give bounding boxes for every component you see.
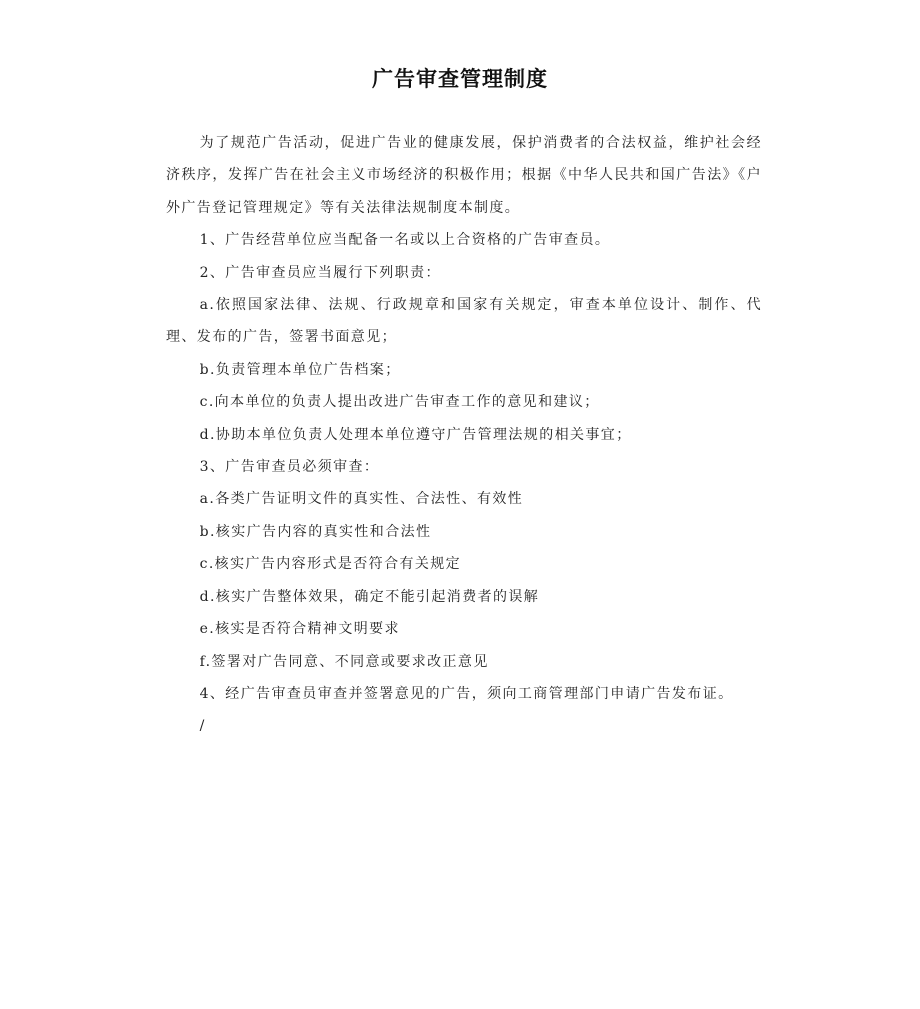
clause-2-c: c.向本单位的负责人提出改进广告审查工作的意见和建议； bbox=[199, 394, 600, 411]
clause-3-b: b.核实广告内容的真实性和合法性 bbox=[199, 523, 432, 540]
clause-3-c: c.核实广告内容形式是否符合有关规定 bbox=[199, 556, 462, 573]
clause-2-a: a.依照国家法律、法规、行政规章和国家有关规定，审查本单位设计、制作、代理、发布的广告，签署书面意见； bbox=[166, 297, 762, 346]
clause-3-f: f.签署对广告同意、不同意或要求改正意见 bbox=[199, 653, 489, 670]
clause-3-e: e.核实是否符合精神文明要求 bbox=[199, 621, 400, 638]
document-body bbox=[166, 127, 762, 743]
clause-1: 1、广告经营单位应当配备一名或以上合资格的广告审查员。 bbox=[199, 232, 611, 249]
clause-4: 4、经广告审查员审查并签署意见的广告，须向工商管理部门申请广告发布证。 bbox=[199, 685, 734, 702]
clause-2: 2、广告审查员应当履行下列职责： bbox=[199, 264, 441, 281]
clause-3-d: d.核实广告整体效果，确定不能引起消费者的误解 bbox=[199, 588, 540, 605]
clause-3-a: a.各类广告证明文件的真实性、合法性、有效性 bbox=[199, 491, 524, 508]
document-title: 广告审查管理制度 bbox=[372, 67, 548, 91]
trailing-mark: / bbox=[199, 718, 206, 735]
clause-2-d: d.协助本单位负责人处理本单位遵守广告管理法规的相关事宜； bbox=[199, 426, 632, 443]
intro-paragraph: 为了规范广告活动，促进广告业的健康发展，保护消费者的合法权益，维护社会经济秩序，发挥广告在社会主义市场经济的积极作用；根据《中华人民共和国广告法》《户外广告登记管理规定》等有关法律法规制度本制度。 bbox=[166, 135, 762, 216]
clause-3: 3、广告审查员必须审查： bbox=[199, 459, 380, 476]
clause-2-b: b.负责管理本单位广告档案； bbox=[199, 361, 401, 378]
